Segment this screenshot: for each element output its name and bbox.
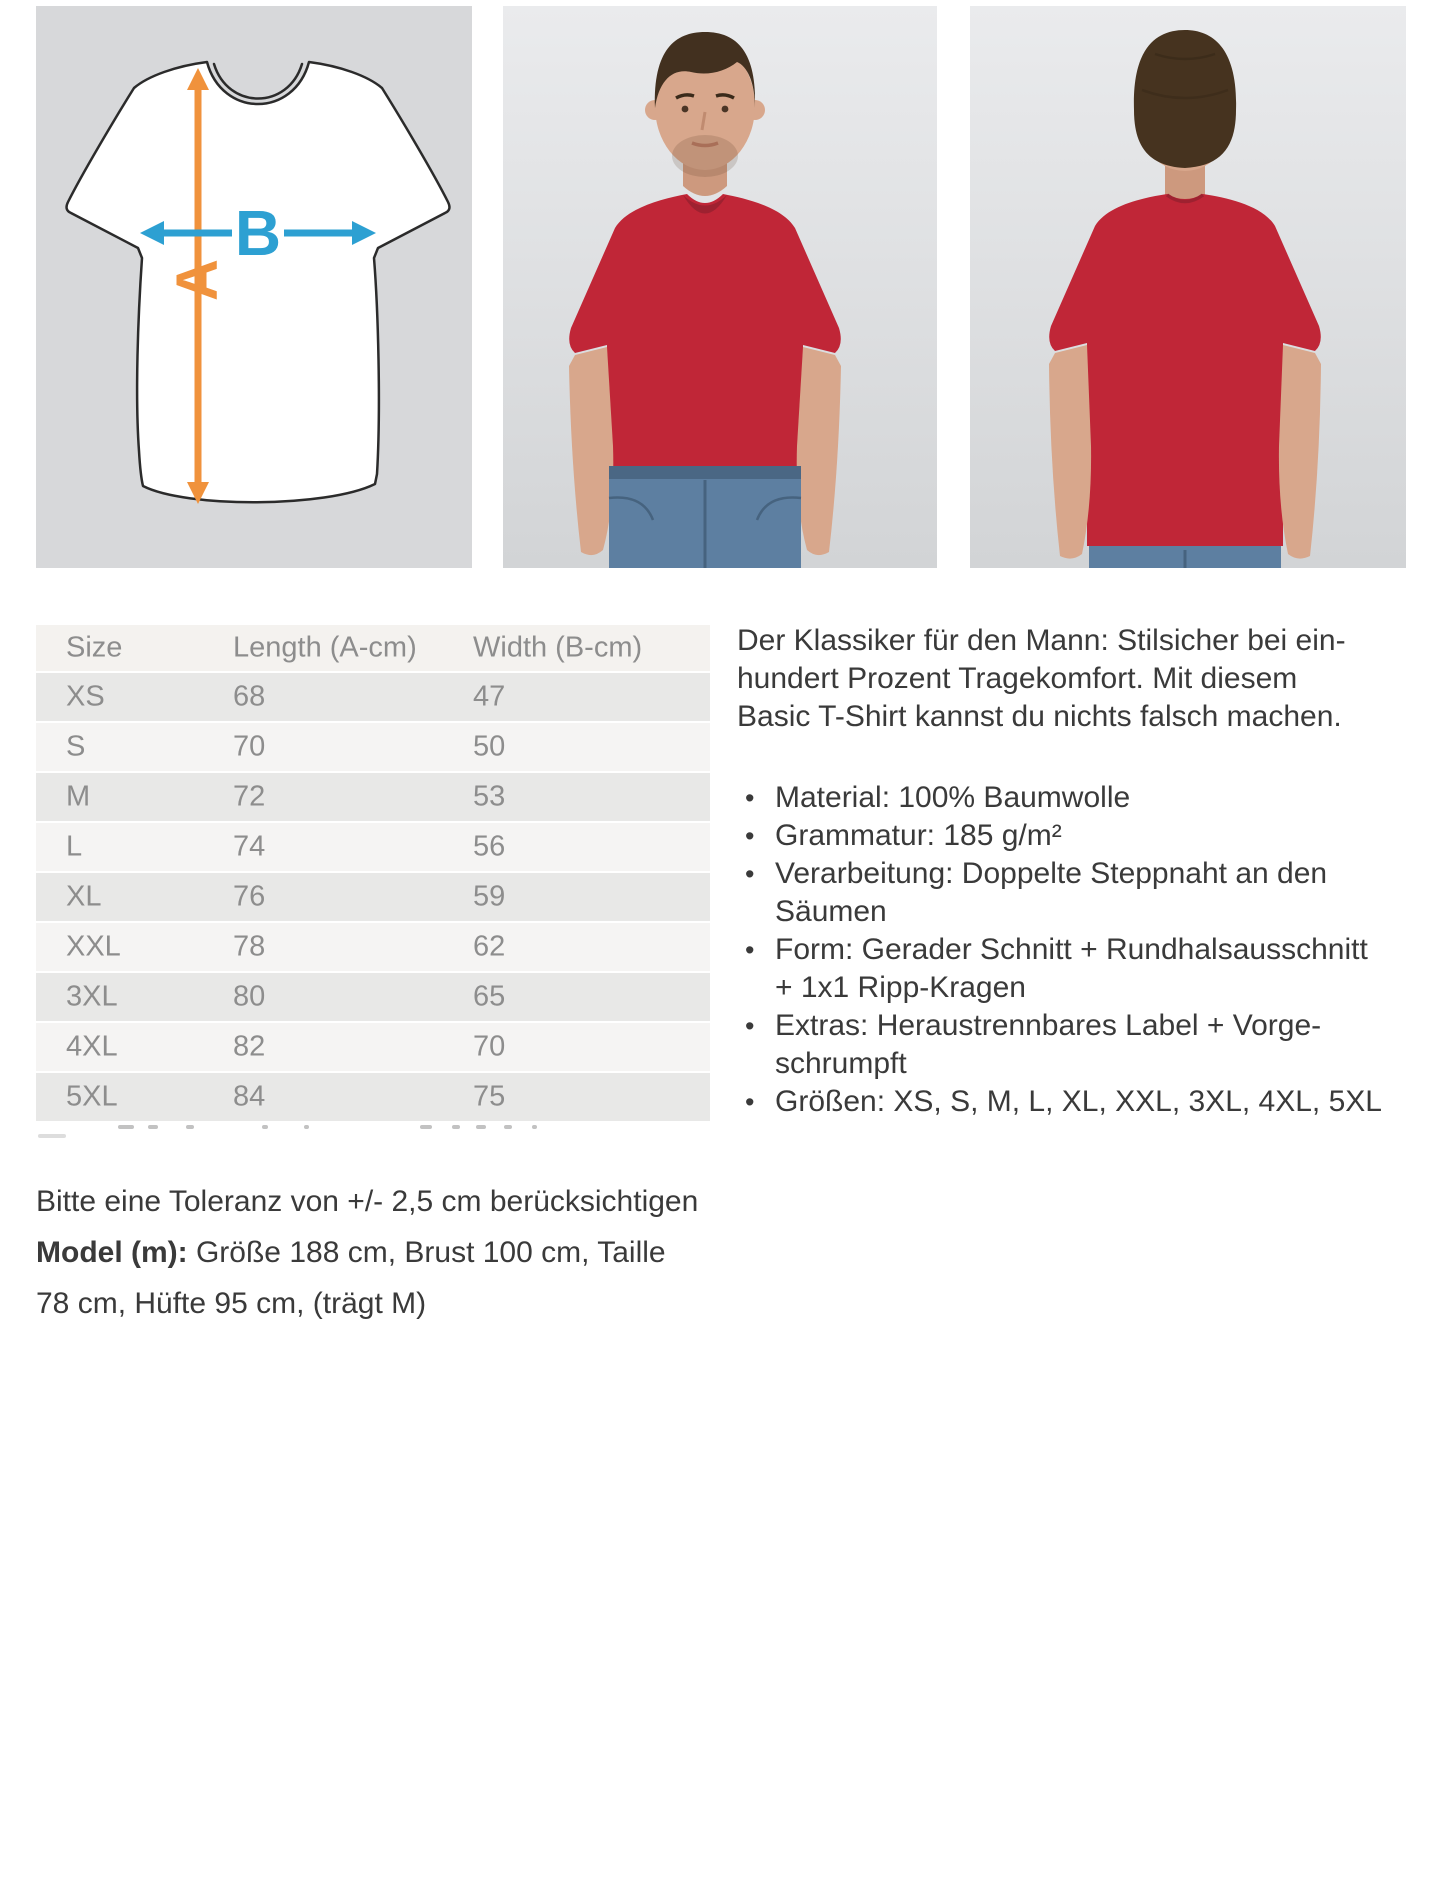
tshirt-measurement-diagram bbox=[36, 6, 472, 568]
size-cell: 4XL bbox=[66, 1030, 118, 1063]
size-cell: 3XL bbox=[66, 980, 118, 1013]
size-diagram-image[interactable] bbox=[36, 6, 472, 568]
table-row-l bbox=[36, 823, 710, 873]
length-cell: 74 bbox=[233, 830, 266, 863]
list-item-text: + 1x1 Ripp-Kragen bbox=[775, 971, 1026, 1004]
width-cell: 65 bbox=[473, 980, 506, 1013]
list-item-groessen bbox=[745, 1083, 1397, 1121]
intro-line: Basic T-Shirt kannst du nichts falsch machen. bbox=[737, 700, 1342, 733]
size-cell: L bbox=[66, 830, 83, 863]
table-row-s bbox=[36, 723, 710, 773]
length-cell: 78 bbox=[233, 930, 266, 963]
width-cell: 59 bbox=[473, 880, 506, 913]
model-note-text: Größe 188 cm, Brust 100 cm, Taille 78 cm, Hüfte 95 cm, (trägt M) bbox=[36, 1236, 666, 1320]
list-item-grammatur bbox=[745, 817, 1397, 855]
intro-line: Der Klassiker für den Mann: Stilsicher bei ein- bbox=[737, 624, 1346, 657]
table-row-m bbox=[36, 773, 710, 823]
size-cell: M bbox=[66, 780, 91, 813]
width-cell: 75 bbox=[473, 1080, 506, 1113]
width-cell: 53 bbox=[473, 780, 506, 813]
size-table bbox=[36, 625, 710, 1123]
size-cell: S bbox=[66, 730, 86, 763]
table-row-4xl bbox=[36, 1023, 710, 1073]
size-cell: XS bbox=[66, 680, 105, 713]
beard-shadow bbox=[672, 135, 738, 177]
list-item-text: Form: Gerader Schnitt + Rundhalsausschnitt bbox=[775, 933, 1368, 966]
bullet-icon bbox=[745, 779, 775, 817]
size-cell: 5XL bbox=[66, 1080, 118, 1113]
list-item-material bbox=[745, 779, 1397, 817]
width-label-b: B bbox=[234, 197, 282, 269]
length-label-a: A bbox=[165, 259, 230, 301]
table-row-xxl bbox=[36, 923, 710, 973]
width-cell: 70 bbox=[473, 1030, 506, 1063]
bullet-icon bbox=[745, 1007, 775, 1045]
right-eye bbox=[722, 106, 729, 113]
length-cell: 84 bbox=[233, 1080, 266, 1113]
jeans-waistband bbox=[609, 466, 801, 479]
width-cell: 62 bbox=[473, 930, 506, 963]
tolerance-note: Bitte eine Toleranz von +/- 2,5 cm berücksichtigen bbox=[36, 1185, 699, 1218]
description-intro bbox=[737, 622, 1397, 736]
list-item-verarbeitung bbox=[745, 855, 1397, 931]
bullet-icon bbox=[745, 931, 775, 969]
product-description bbox=[737, 622, 1397, 1121]
model-note-label: Model (m): bbox=[36, 1236, 188, 1269]
bullet-icon bbox=[745, 817, 775, 855]
bullet-icon bbox=[745, 1083, 775, 1121]
size-cell: XXL bbox=[66, 930, 121, 963]
model-back-photo[interactable] bbox=[970, 6, 1406, 568]
list-item-form bbox=[745, 931, 1397, 1007]
model-note bbox=[36, 1227, 684, 1329]
col-header-length: Length (A-cm) bbox=[233, 631, 417, 664]
tshirt-outline bbox=[67, 62, 450, 502]
width-cell: 47 bbox=[473, 680, 506, 713]
model-front-photo[interactable] bbox=[503, 6, 937, 568]
list-item-text: Größen: XS, S, M, L, XL, XXL, 3XL, 4XL, 5XL bbox=[775, 1085, 1382, 1118]
intro-line: hundert Prozent Tragekomfort. Mit diesem bbox=[737, 662, 1298, 695]
list-item-text: Grammatur: 185 g/m² bbox=[775, 819, 1062, 852]
table-row-xs bbox=[36, 673, 710, 723]
length-cell: 72 bbox=[233, 780, 266, 813]
length-cell: 70 bbox=[233, 730, 266, 763]
col-header-size: Size bbox=[66, 631, 123, 664]
length-cell: 76 bbox=[233, 880, 266, 913]
model-front-illustration bbox=[503, 6, 937, 568]
list-item-text: schrumpft bbox=[775, 1047, 907, 1080]
bullet-icon bbox=[745, 855, 775, 893]
length-cell: 68 bbox=[233, 680, 266, 713]
table-row-3xl bbox=[36, 973, 710, 1023]
measurement-notes bbox=[36, 1176, 699, 1329]
length-cell: 82 bbox=[233, 1030, 266, 1063]
left-eye bbox=[682, 106, 689, 113]
feature-list bbox=[737, 779, 1397, 1121]
col-header-width: Width (B-cm) bbox=[473, 631, 643, 664]
width-cell: 56 bbox=[473, 830, 506, 863]
list-item-extras bbox=[745, 1007, 1397, 1083]
list-item-text: Material: 100% Baumwolle bbox=[775, 781, 1131, 814]
length-cell: 80 bbox=[233, 980, 266, 1013]
model-back-illustration bbox=[970, 6, 1406, 568]
table-row-5xl bbox=[36, 1073, 710, 1123]
list-item-text: Säumen bbox=[775, 895, 887, 928]
width-cell: 50 bbox=[473, 730, 506, 763]
list-item-text: Verarbeitung: Doppelte Steppnaht an den bbox=[775, 857, 1328, 890]
size-table-header-row bbox=[36, 625, 710, 673]
table-row-xl bbox=[36, 873, 710, 923]
list-item-text: Extras: Heraustrennbares Label + Vorge- bbox=[775, 1009, 1322, 1042]
size-cell: XL bbox=[66, 880, 102, 913]
clipped-text-fragments bbox=[36, 1125, 710, 1141]
